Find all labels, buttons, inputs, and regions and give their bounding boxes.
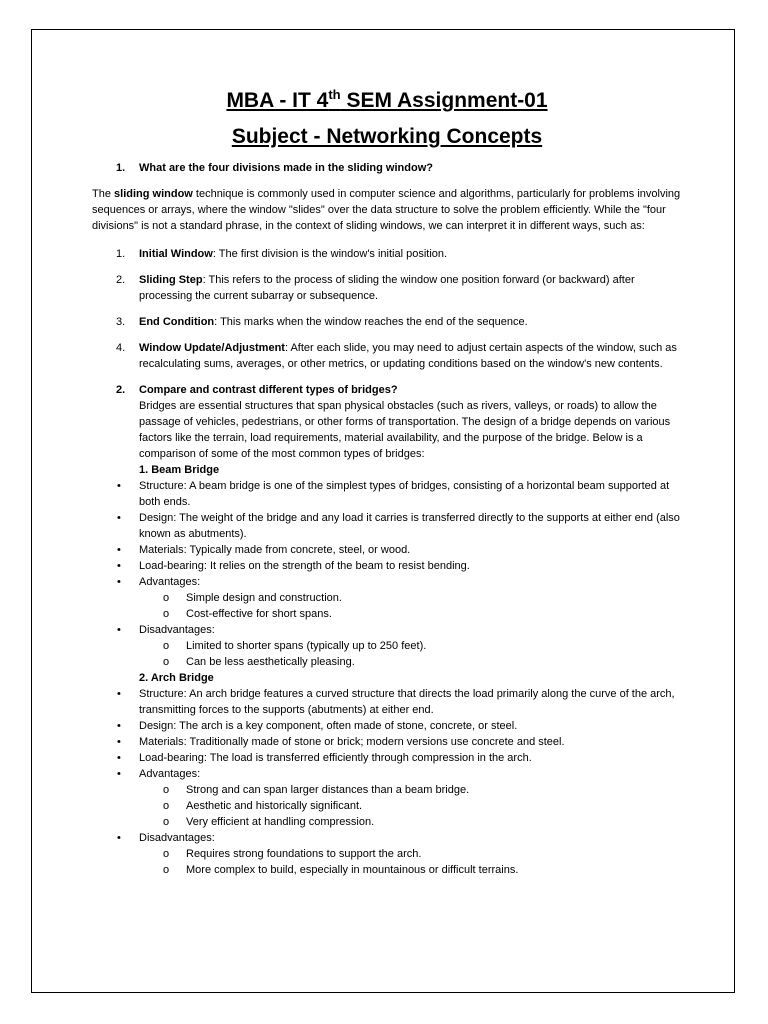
page-title: MBA - IT 4th SEM Assignment-01 [226,87,548,112]
list-item: • Design: The weight of the bridge and any load it carries is transferred directly to the supports at either end (also known as abutments). [117,512,680,540]
list-item: • Advantages: [117,768,201,780]
list-item: • Materials: Typically made from concrete, steel, or wood. [117,544,411,556]
sub-list-item: o Cost-effective for short spans. [163,608,332,620]
list-item: • Load-bearing: It relies on the strength of the beam to resist bending. [117,560,470,572]
sub-list-item: o Simple design and construction. [163,592,342,604]
list-item: • Disadvantages: [117,832,215,844]
sub-list-item: o Strong and can span larger distances than a beam bridge. [163,784,470,796]
sub-list-item: o Limited to shorter spans (typically up to 250 feet). [163,640,427,652]
division-item: 1. Initial Window: The first division is the window's initial position. [116,248,448,260]
list-item: • Materials: Traditionally made of stone or brick; modern versions use concrete and steel. [117,736,565,748]
beam-bridge-heading: 1. Beam Bridge [139,464,220,476]
division-item: 4. Window Update/Adjustment: After each slide, you may need to adjust certain aspects of the window, such as recalculating sums, averages, or other metrics, or updating conditions based on the window's new contents. [116,342,677,370]
sub-list-item: o Aesthetic and historically significant. [163,800,363,812]
subject-title: Subject - Networking Concepts [231,125,543,148]
list-item: • Structure: An arch bridge features a curved structure that directs the load primarily along the curve of the arch, transmitting forces to the supports (abutments) at either end. [117,688,675,716]
list-item: • Advantages: [117,576,201,588]
intro-paragraph: The sliding window technique is commonly used in computer science and algorithms, particularly for problems involving sequences or arrays, where the window "slides" over the data structure to solve the problem efficiently. While the "four divisions" is not a standard phrase, in the context of sliding windows, we can interpret it in different ways, such as: [92,188,681,232]
question-1: 1. What are the four divisions made in the sliding window? [116,162,433,174]
document-body [92,88,682,878]
list-item: • Structure: A beam bridge is one of the simplest types of bridges, consisting of a horizontal beam supported at both ends. [117,480,670,508]
list-item: • Load-bearing: The load is transferred efficiently through compression in the arch. [117,752,532,764]
question-2: 2. Compare and contrast different types of bridges? Bridges are essential structures that span physical obstacles (such as rivers, valleys, or roads) to allow the passage of vehicles, pedestrians, or other forms of transportation. The design of a bridge depends on various factors like the terrain, load requirements, material availability, and the purpose of the bridge. Below is a comparison of some of the most common types of bridges: [92,382,682,462]
question-2-intro: Bridges are essential structures that span physical obstacles (such as rivers, valleys, or roads) to allow the passage of vehicles, pedestrians, or other forms of transportation. The design of a bridge depends on various factors like the terrain, load requirements, material availability, and the purpose of the bridge. Below is a comparison of some of the most common types of bridges: [139,400,671,460]
list-item: • Design: The arch is a key component, often made of stone, concrete, or steel. [117,720,518,732]
sub-list-item: o Very efficient at handling compression. [163,816,375,828]
arch-bridge-heading: 2. Arch Bridge [139,672,214,684]
sub-list-item: o Can be less aesthetically pleasing. [163,656,355,668]
sub-list-item: o More complex to build, especially in mountainous or difficult terrains. [163,864,519,876]
division-item: 2. Sliding Step: This refers to the process of sliding the window one position forward (or backward) after processing the current subarray or subsequence. [116,274,635,302]
list-item: • Disadvantages: [117,624,215,636]
division-item: 3. End Condition: This marks when the window reaches the end of the sequence. [116,316,528,328]
sub-list-item: o Requires strong foundations to support the arch. [163,848,422,860]
